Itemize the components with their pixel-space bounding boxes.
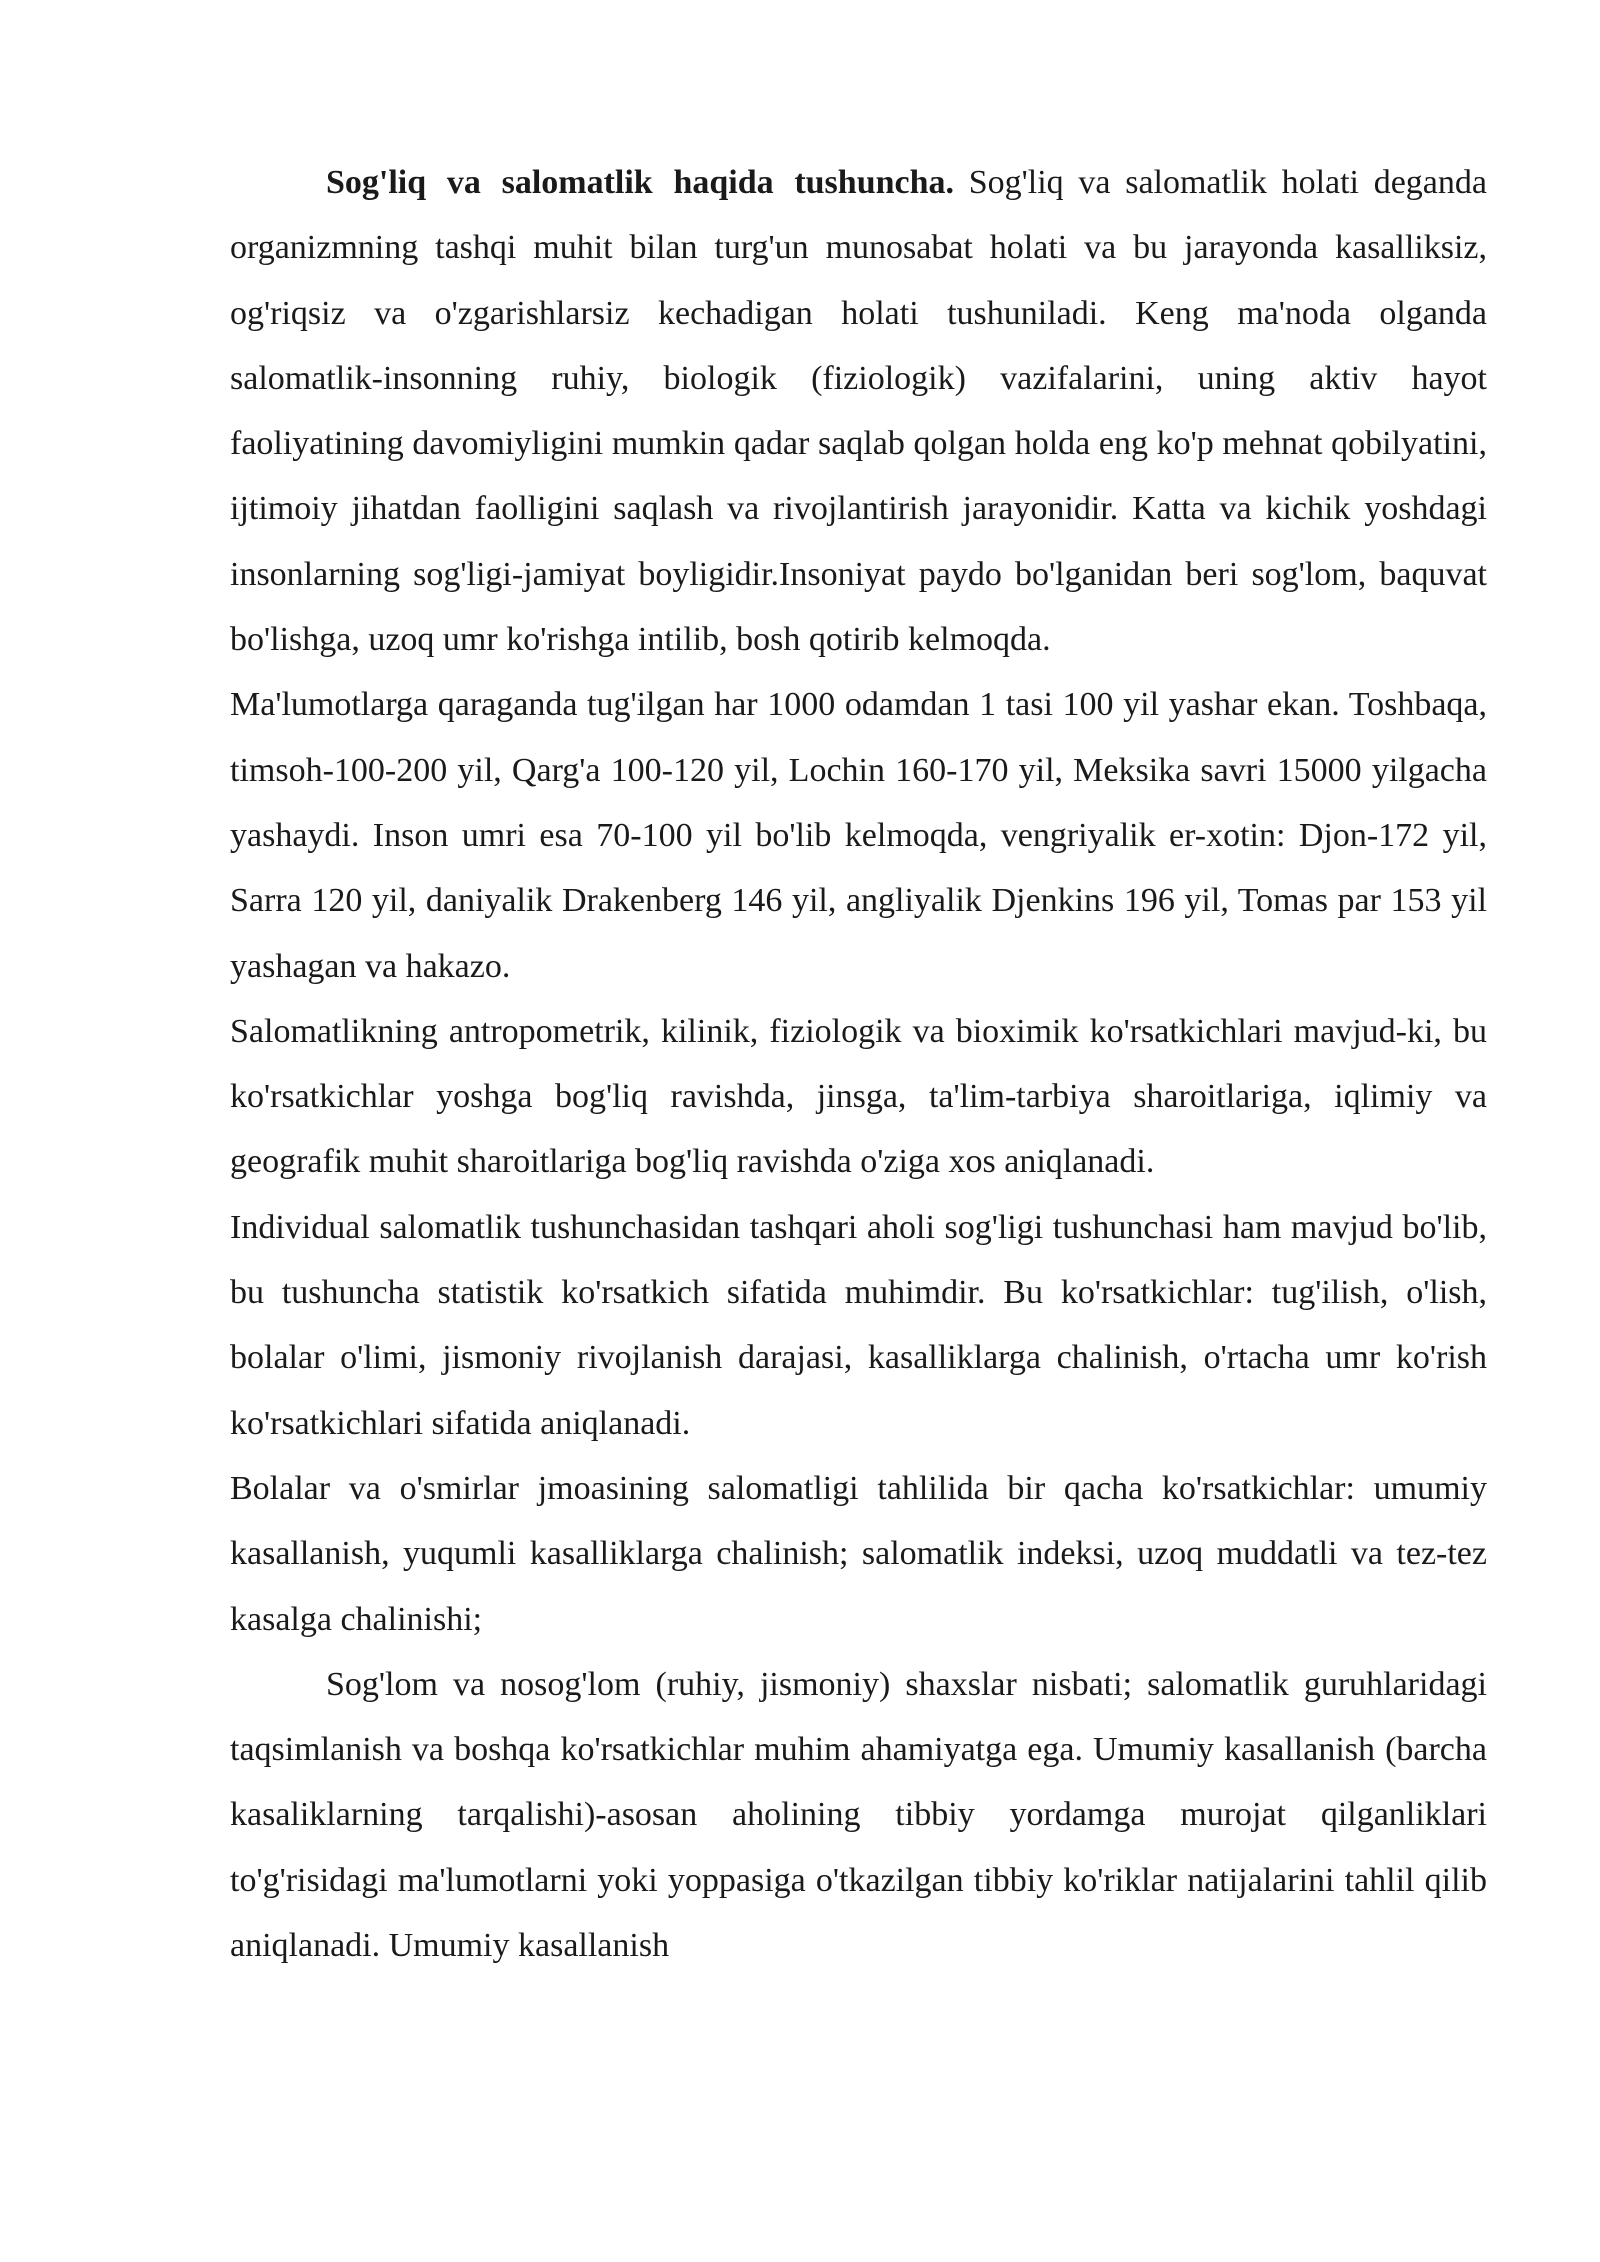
paragraph-6: Sog'lom va nosog'lom (ruhiy, jismoniy) shaxslar nisbati; salomatlik guruhlaridagi taqsimlanish va boshqa ko'rsatkichlar muhim ahamiyatga ega. Umumiy kasallanish (barcha kasaliklarning tarqalishi)-asosan aholining tibbiy yordamga murojat qilganliklari to'g'risidagi ma'lumotlarni yoki yoppasiga o'tkazilgan tibbiy ko'riklar natijalarini tahlil qilib aniqlanadi. Umumiy kasallanish bbox=[230, 1665, 1487, 1965]
paragraph-4: Individual salomatlik tushunchasidan tashqari aholi sog'ligi tushunchasi ham mavjud bo'lib, bu tushuncha statistik ko'rsatkich sifatida muhimdir. Bu ko'rsatkichlar: tug'ilish, o'lish, bolalar o'limi, jismoniy rivojlanish darajasi, kasalliklarga chalinish, o'rtacha umr ko'rish ko'rsatkichlari sifatida aniqlanadi. bbox=[230, 1208, 1487, 1442]
paragraph-5: Bolalar va o'smirlar jmoasining salomatligi tahlilida bir qacha ko'rsatkichlar: umumiy kasallanish, yuqumli kasalliklarga chalinish; salomatlik indeksi, uzoq muddatli va tez-tez kasalga chalinishi; bbox=[230, 1469, 1487, 1638]
paragraph-1 bbox=[230, 150, 1487, 672]
document-body bbox=[230, 150, 1487, 1978]
paragraph-3: Salomatlikning antropometrik, kilinik, fiziologik va bioximik ko'rsatkichlari mavjud-ki, bu ko'rsatkichlar yoshga bog'liq ravishda, jinsga, ta'lim-tarbiya sharoitlariga, iqlimiy va geografik muhit sharoitlariga bog'liq ravishda o'ziga xos aniqlanadi. bbox=[230, 1012, 1487, 1181]
paragraph-2: Ma'lumotlarga qaraganda tug'ilgan har 1000 odamdan 1 tasi 100 yil yashar ekan. Toshbaqa, timsoh-100-200 yil, Qarg'a 100-120 yil, Lochin 160-170 yil, Meksika savri 15000 yilgacha yashaydi. Inson umri esa 70-100 yil bo'lib kelmoqda, vengriyalik er-xotin: Djon-172 yil, Sarra 120 yil, daniyalik Drakenberg 146 yil, angliyalik Djenkins 196 yil, Tomas par 153 yil yashagan va hakazo. bbox=[230, 686, 1487, 985]
paragraph-1-text: Sog'liq va salomatlik holati deganda organizmning tashqi muhit bilan turg'un munosabat holati va bu jarayonda kasalliksiz, og'riqsiz va o'zgarishlarsiz kechadigan holati tushuniladi. Keng ma'noda olganda salomatlik-insonning ruhiy, biologik (fiziologik) vazifalarini, uning aktiv hayot faoliyatining davomiyligini mumkin qadar saqlab qolgan holda eng ko'p mehnat qobilyatini, ijtimoiy jihatdan faolligini saqlash va rivojlantirish jarayonidir. Katta va kichik yoshdagi insonlarning sog'ligi-jamiyat boyligidir.Insoniyat paydo bo'lganidan beri sog'lom, baquvat bo'lishga, uzoq umr ko'rishga intilib, bosh qotirib kelmoqda. bbox=[230, 164, 1487, 659]
section-heading: Sog'liq va salomatlik haqida tushuncha. bbox=[326, 164, 955, 201]
